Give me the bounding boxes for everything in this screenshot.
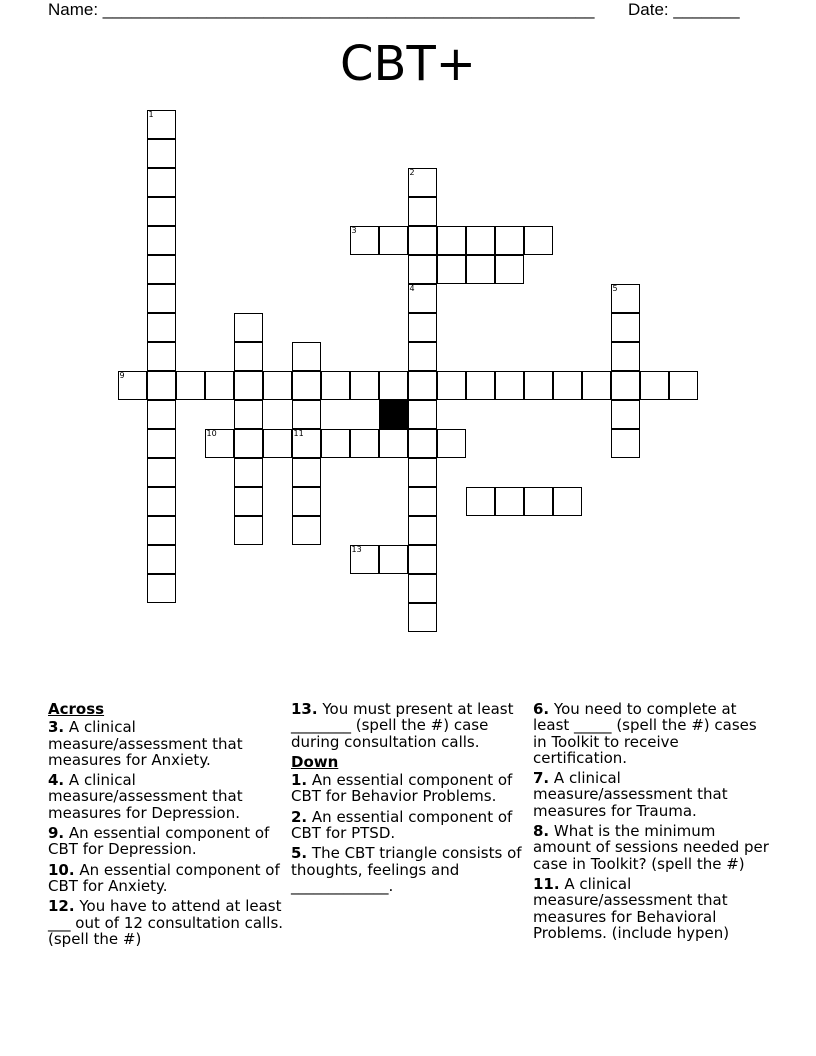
grid-cell[interactable] [408, 197, 437, 226]
clue-number-label: 5 [612, 283, 618, 293]
grid-cell[interactable] [466, 487, 495, 516]
clue-number: 5. [291, 844, 308, 863]
grid-cell[interactable] [147, 226, 176, 255]
grid-cell[interactable] [640, 371, 669, 400]
grid-cell[interactable] [408, 458, 437, 487]
grid-cell[interactable] [234, 429, 263, 458]
grid-cell[interactable] [408, 371, 437, 400]
grid-cell[interactable] [524, 226, 553, 255]
grid-cell[interactable] [408, 313, 437, 342]
grid-cell[interactable] [408, 168, 437, 197]
grid-cell[interactable] [408, 487, 437, 516]
clues-column-1 [48, 701, 284, 951]
clue-number: 11. [533, 874, 560, 893]
grid-cell[interactable] [408, 342, 437, 371]
grid-cell[interactable] [234, 487, 263, 516]
grid-cell[interactable] [118, 371, 147, 400]
grid-cell[interactable] [611, 429, 640, 458]
grid-cell[interactable] [147, 110, 176, 139]
across-clue-9 [48, 825, 284, 858]
grid-cell[interactable] [466, 226, 495, 255]
grid-cell[interactable] [582, 371, 611, 400]
grid-cell[interactable] [379, 371, 408, 400]
grid-cell[interactable] [524, 487, 553, 516]
clues-column-3 [533, 701, 769, 945]
grid-cell[interactable] [234, 342, 263, 371]
grid-cell[interactable] [495, 255, 524, 284]
clue-text: You have to attend at least ___ out of 12 consultation calls. (spell the #) [48, 897, 284, 948]
grid-cell[interactable] [408, 226, 437, 255]
grid-cell[interactable] [205, 429, 234, 458]
grid-cell[interactable] [466, 255, 495, 284]
down-clue-6 [533, 701, 769, 766]
name-field-label: Name: ____________________________________________________ [48, 0, 595, 19]
clue-number: 3. [48, 718, 65, 737]
across-heading: Across [48, 700, 105, 718]
date-field-label: Date: _______ [628, 0, 740, 19]
grid-cell[interactable] [408, 545, 437, 574]
across-clue-13 [291, 701, 527, 750]
grid-cell[interactable] [147, 458, 176, 487]
grid-cell[interactable] [147, 284, 176, 313]
grid-cell[interactable] [553, 487, 582, 516]
clues-column-2 [291, 701, 527, 898]
grid-cell[interactable] [611, 313, 640, 342]
grid-cell[interactable] [408, 516, 437, 545]
grid-cell[interactable] [379, 545, 408, 574]
grid-cell[interactable] [437, 429, 466, 458]
grid-cell[interactable] [611, 342, 640, 371]
down-clue-11 [533, 876, 769, 941]
down-heading: Down [291, 752, 339, 771]
down-clue-8 [533, 823, 769, 872]
clue-number: 13. [291, 700, 318, 718]
clue-text: A clinical measure/assessment that measures for Anxiety. [48, 718, 243, 769]
down-clue-1 [291, 772, 527, 805]
down-clue-7 [533, 770, 769, 819]
grid-cell[interactable] [147, 574, 176, 603]
clue-number: 8. [533, 822, 550, 841]
grid-cell[interactable] [292, 429, 321, 458]
grid-cell[interactable] [147, 400, 176, 429]
grid-cell[interactable] [234, 371, 263, 400]
down-clue-2 [291, 809, 527, 842]
grid-cell[interactable] [234, 400, 263, 429]
clue-text: A clinical measure/assessment that measures for Depression. [48, 771, 243, 822]
grid-cell[interactable] [495, 226, 524, 255]
across-clue-3 [48, 719, 284, 768]
grid-cell[interactable] [292, 458, 321, 487]
grid-cell[interactable] [379, 429, 408, 458]
grid-cell[interactable] [263, 371, 292, 400]
clue-number: 12. [48, 897, 75, 916]
grid-cell[interactable] [408, 603, 437, 632]
grid-cell[interactable] [350, 226, 379, 255]
grid-cell[interactable] [524, 371, 553, 400]
grid-cell[interactable] [234, 458, 263, 487]
grid-cell[interactable] [408, 284, 437, 313]
grid-cell[interactable] [176, 371, 205, 400]
across-clue-4 [48, 772, 284, 821]
grid-cell[interactable] [234, 313, 263, 342]
clue-text: What is the minimum amount of sessions needed per case in Toolkit? (spell the #) [533, 822, 769, 873]
grid-cell[interactable] [350, 429, 379, 458]
grid-cell[interactable] [147, 371, 176, 400]
clue-number-label: 4 [409, 283, 415, 293]
grid-cell[interactable] [408, 255, 437, 284]
grid-cell[interactable] [292, 516, 321, 545]
grid-cell[interactable] [669, 371, 698, 400]
grid-cell[interactable] [147, 516, 176, 545]
grid-cell[interactable] [147, 139, 176, 168]
grid-cell[interactable] [147, 487, 176, 516]
grid-cell[interactable] [321, 429, 350, 458]
clue-number: 6. [533, 700, 550, 718]
clue-number: 1. [291, 771, 308, 790]
clue-number-label: 9 [119, 370, 125, 380]
grid-cell[interactable] [553, 371, 582, 400]
grid-cell[interactable] [408, 400, 437, 429]
grid-cell[interactable] [611, 371, 640, 400]
clue-number-label: 3 [351, 225, 357, 235]
grid-cell[interactable] [495, 487, 524, 516]
clue-number-label: 11 [293, 428, 304, 438]
down-clue-5 [291, 845, 527, 894]
clue-number: 9. [48, 824, 65, 843]
grid-cell[interactable] [495, 371, 524, 400]
clue-text: A clinical measure/assessment that measures for Trauma. [533, 769, 728, 820]
grid-cell[interactable] [292, 371, 321, 400]
grid-cell[interactable] [147, 168, 176, 197]
grid-cell[interactable] [437, 226, 466, 255]
clue-text: You need to complete at least _____ (spell the #) cases in Toolkit to receive certification. [533, 700, 757, 767]
grid-cell[interactable] [408, 429, 437, 458]
clue-text: An essential component of CBT for Anxiety. [48, 860, 280, 895]
blocked-cell [379, 400, 408, 429]
grid-cell[interactable] [234, 516, 263, 545]
clue-number: 2. [291, 807, 308, 826]
clue-number: 7. [533, 769, 550, 788]
across-clue-10 [48, 862, 284, 895]
clue-number: 4. [48, 771, 65, 790]
clue-text: The CBT triangle consists of thoughts, feelings and _____________. [291, 844, 522, 895]
clue-number: 10. [48, 860, 75, 879]
grid-cell[interactable] [408, 574, 437, 603]
grid-cell[interactable] [147, 313, 176, 342]
grid-cell[interactable] [611, 284, 640, 313]
grid-cell[interactable] [263, 429, 292, 458]
grid-cell[interactable] [292, 342, 321, 371]
clue-text: An essential component of CBT for Behavior Problems. [291, 771, 513, 806]
clue-number-label: 13 [351, 544, 362, 554]
grid-cell[interactable] [205, 371, 234, 400]
clue-number-label: 1 [148, 109, 154, 119]
grid-cell[interactable] [147, 545, 176, 574]
clue-text: You must present at least ________ (spell the #) case during consultation calls. [291, 700, 514, 751]
grid-cell[interactable] [437, 255, 466, 284]
grid-cell[interactable] [437, 371, 466, 400]
grid-cell[interactable] [147, 197, 176, 226]
grid-cell[interactable] [292, 487, 321, 516]
clue-number-label: 10 [206, 428, 217, 438]
grid-cell[interactable] [292, 400, 321, 429]
grid-cell[interactable] [350, 371, 379, 400]
across-clue-12 [48, 898, 284, 947]
grid-cell[interactable] [379, 226, 408, 255]
grid-cell[interactable] [350, 545, 379, 574]
clue-text: An essential component of CBT for Depression. [48, 824, 270, 859]
grid-cell[interactable] [466, 371, 495, 400]
puzzle-title: CBT+ [340, 36, 476, 92]
grid-cell[interactable] [147, 429, 176, 458]
clue-text: An essential component of CBT for PTSD. [291, 807, 513, 843]
clue-text: A clinical measure/assessment that measures for Behavioral Problems. (include hypen) [533, 874, 730, 942]
grid-cell[interactable] [321, 371, 350, 400]
grid-cell[interactable] [147, 255, 176, 284]
clue-number-label: 2 [409, 167, 415, 177]
grid-cell[interactable] [147, 342, 176, 371]
grid-cell[interactable] [611, 400, 640, 429]
